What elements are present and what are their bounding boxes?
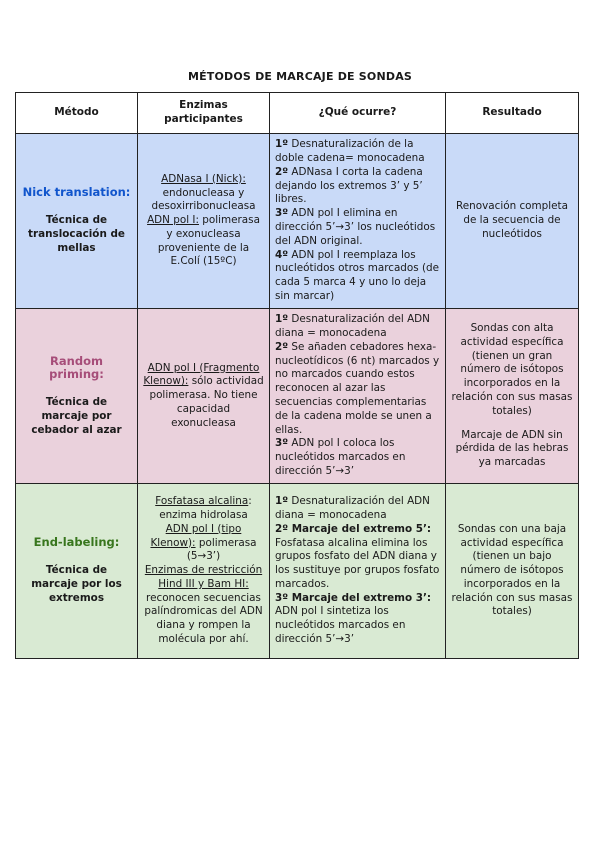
method-subtitle: Técnica de marcaje por los extremos: [31, 564, 122, 604]
enzyme-description: polimerasa (5→3’): [186, 536, 257, 563]
step-number: 3º Marcaje del extremo 3’:: [275, 591, 432, 604]
steps-cell: [270, 484, 446, 659]
enzyme-entry: [143, 214, 264, 269]
paragraph-gap: [451, 419, 573, 429]
method-subtitle: Técnica de marcaje por cebador al azar: [31, 396, 122, 436]
method-name: Random priming:: [49, 353, 104, 382]
step-number: 3º: [275, 207, 289, 220]
step-item: [275, 166, 440, 207]
step-item: [275, 437, 440, 478]
step-text: ADN pol I sintetiza los nucleótidos marcados en dirección 5’→3’: [275, 605, 406, 646]
document-title: MÉTODOS DE MARCAJE DE SONDAS: [187, 70, 413, 83]
header-result: Resultado: [446, 93, 579, 134]
enzyme-name: Fosfatasa alcalina: [155, 495, 249, 508]
enzyme-description: sólo actividad polimerasa. No tiene capacidad exonucleasa: [149, 375, 264, 429]
enzyme-name: ADN pol I (Fragmento Klenow):: [143, 361, 260, 388]
step-number: 4º: [275, 248, 289, 261]
step-text: ADN pol I coloca los nucleótidos marcados en dirección 5’→3’: [275, 437, 406, 477]
header-enzymes: Enzimas participantes: [138, 93, 270, 134]
step-item: [275, 495, 440, 523]
step-text: Se añaden cebadores hexa-nucleotídicos (6 nt) marcados y no marcados cuando estos reconocen al azar las secuencias complementarias de la cadena molde se unen a ellas.: [275, 340, 440, 436]
method-cell: [16, 134, 138, 309]
step-number: 1º: [275, 138, 289, 151]
result-cell: [446, 309, 579, 484]
result-cell: [446, 484, 579, 659]
step-item: [275, 523, 440, 592]
enzyme-entry: [143, 523, 264, 564]
result-text: Sondas con alta actividad específica (tienen un gran número de isótopos incorporados en la relación con sus masas totales): [451, 322, 573, 417]
enzyme-name: Enzimas de restricción Hind III y Bam HI:: [144, 564, 263, 590]
step-number: 1º: [275, 495, 289, 508]
enzyme-description: endonucleasa y desoxirribonucleasa: [151, 186, 256, 213]
steps-cell: [270, 309, 446, 484]
method-cell: [16, 484, 138, 659]
method-subtitle: Técnica de translocación de mellas: [28, 214, 125, 254]
step-item: [275, 313, 440, 341]
result-text: Sondas con una baja actividad específica (tienen un bajo número de isótopos incorporados en la relación con sus masas totales): [451, 522, 573, 618]
table-row: [16, 309, 579, 484]
step-text: Desnaturalización del ADN diana = monocadena: [275, 495, 430, 521]
step-number: 2º: [275, 165, 289, 178]
step-text: ADN pol I reemplaza los nucleótidos otros marcados (de cada 5 marca 4 y uno lo deja sin marcar): [275, 248, 440, 302]
step-item: [275, 341, 440, 438]
step-item: [275, 207, 440, 248]
table-row: [16, 134, 579, 309]
enzyme-name: ADNasa I (Nick):: [161, 172, 246, 185]
step-text: Fosfatasa alcalina elimina los grupos fosfato del ADN diana y los sustituye por grupos fosfato marcados.: [275, 536, 440, 590]
result-text: Marcaje de ADN sin pérdida de las hebras ya marcadas: [455, 428, 569, 469]
step-item: [275, 249, 440, 304]
enzyme-description: reconocen secuencias palíndromicas del ADN diana y rompen la molécula por ahí.: [144, 591, 263, 646]
enzyme-description: polimerasa y exonucleasa proveniente de la E.Colí (15ºC): [157, 214, 260, 268]
method-name: Nick translation:: [22, 185, 131, 200]
step-text: Desnaturalización de la doble cadena= monocadena: [275, 138, 425, 165]
step-text: Desnaturalización del ADN diana = monocadena: [275, 313, 430, 340]
table-row: [16, 484, 579, 659]
enzyme-entry: [143, 564, 264, 647]
method-cell: [16, 309, 138, 484]
enzymes-cell: [138, 134, 270, 309]
step-text: ADN pol I elimina en dirección 5’→3’ los nucleótidos del ADN original.: [275, 207, 436, 247]
step-number: 2º: [275, 340, 289, 353]
methods-table: [15, 92, 579, 659]
step-item: [275, 592, 440, 647]
enzyme-entry: [143, 362, 264, 431]
table-header-row: [16, 93, 579, 134]
enzyme-name: ADN pol I:: [147, 214, 199, 227]
enzymes-cell: [138, 309, 270, 484]
enzyme-entry: [143, 173, 264, 214]
result-cell: [446, 134, 579, 309]
step-text: ADNasa I corta la cadena dejando los extremos 3’ y 5’ libres.: [275, 165, 423, 206]
step-number: 2º Marcaje del extremo 5’:: [275, 522, 432, 535]
step-number: 1º: [275, 313, 289, 326]
method-name: End-labeling:: [33, 535, 120, 550]
steps-cell: [270, 134, 446, 309]
step-number: 3º: [275, 437, 289, 450]
header-method: Método: [16, 93, 138, 134]
enzyme-description: : enzima hidrolasa: [159, 495, 252, 521]
enzymes-cell: [138, 484, 270, 659]
header-what-happens: ¿Qué ocurre?: [270, 93, 446, 134]
result-text: Renovación completa de la secuencia de nucleótidos: [456, 200, 568, 240]
enzyme-name: ADN pol I (tipo Klenow):: [150, 522, 242, 549]
step-item: [275, 138, 440, 166]
enzyme-entry: [143, 495, 264, 523]
